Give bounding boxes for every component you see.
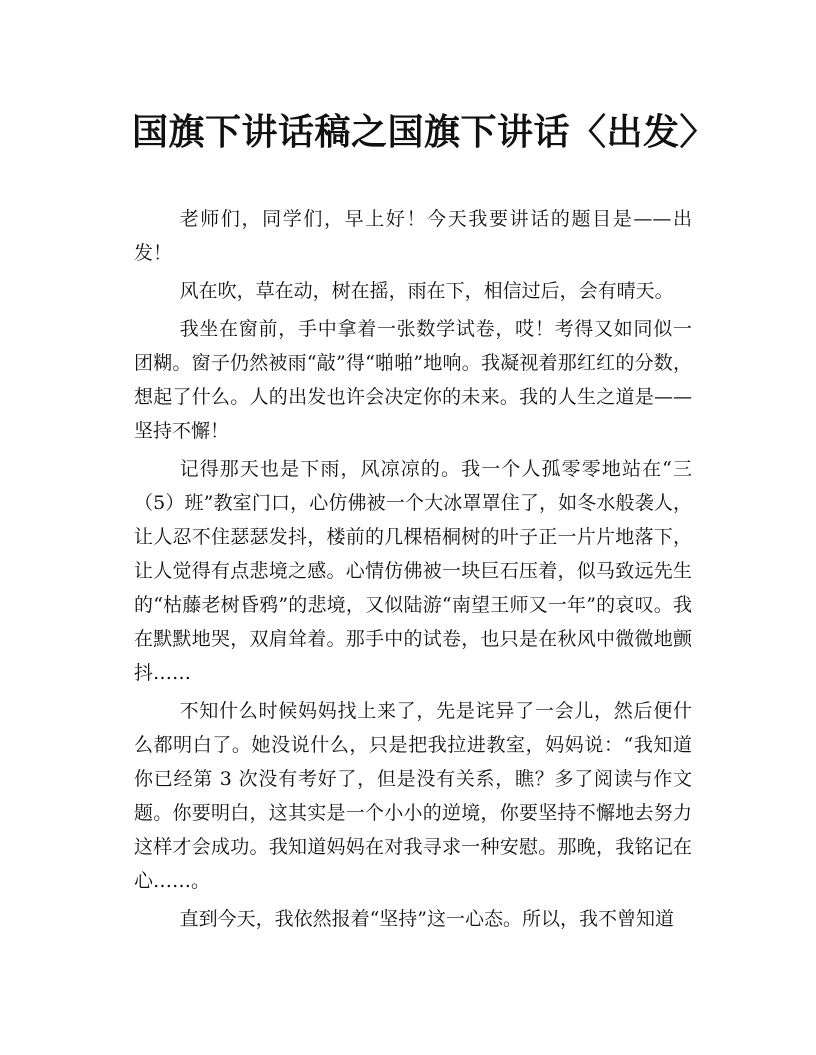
document-body bbox=[134, 202, 692, 936]
paragraph-today: 直到今天，我依然报着“坚持”这一心态。所以，我不曾知道 bbox=[179, 908, 675, 930]
paragraph-memory: 记得那天也是下雨，风凉凉的。我一个人孤零零地站在“三（5）班”教室门口，心仿佛被一个大冰罩罩住了，如冬水般袭人，让人忍不住瑟瑟发抖，楼前的几棵梧桐树的叶子正一片片地落下，让人觉得有点悲境之感。心情仿佛被一块巨石压着，似马致远先生的“枯藤老树昏鸦”的悲境，又似陆游“南望王师又一年”的哀叹。我在默默地哭，双肩耸着。那手中的试卷，也只是在秋风中微微地颤抖…… bbox=[134, 458, 692, 684]
paragraph-mother: 不知什么时候妈妈找上来了，先是诧异了一会儿，然后便什么都明白了。她没说什么，只是把我拉进教室，妈妈说：“我知道你已经第 3 次没有考好了，但是没有关系，瞧？多了阅读与作文题。你要明白，这其实是一个小小的逆境，你要坚持不懈地去努力这样才会成功。我知道妈妈在对我寻求一种安慰。那晚，我铭记在心……。 bbox=[134, 700, 692, 892]
paragraph-greeting: 老师们，同学们，早上好！今天我要讲话的题目是——出发！ bbox=[134, 208, 692, 264]
paragraph-weather: 风在吹，草在动，树在摇，雨在下，相信过后，会有晴天。 bbox=[179, 280, 674, 302]
paragraph-exam: 我坐在窗前，手中拿着一张数学试卷，哎！考得又如同似一团糊。窗子仍然被雨“敲”得“啪啪”地响。我凝视着那红红的分数，想起了什么。人的出发也许会决定你的未来。我的人生之道是——坚持不懈！ bbox=[134, 318, 692, 442]
page-title: 国旗下讲话稿之国旗下讲话〈出发〉 bbox=[132, 111, 717, 153]
